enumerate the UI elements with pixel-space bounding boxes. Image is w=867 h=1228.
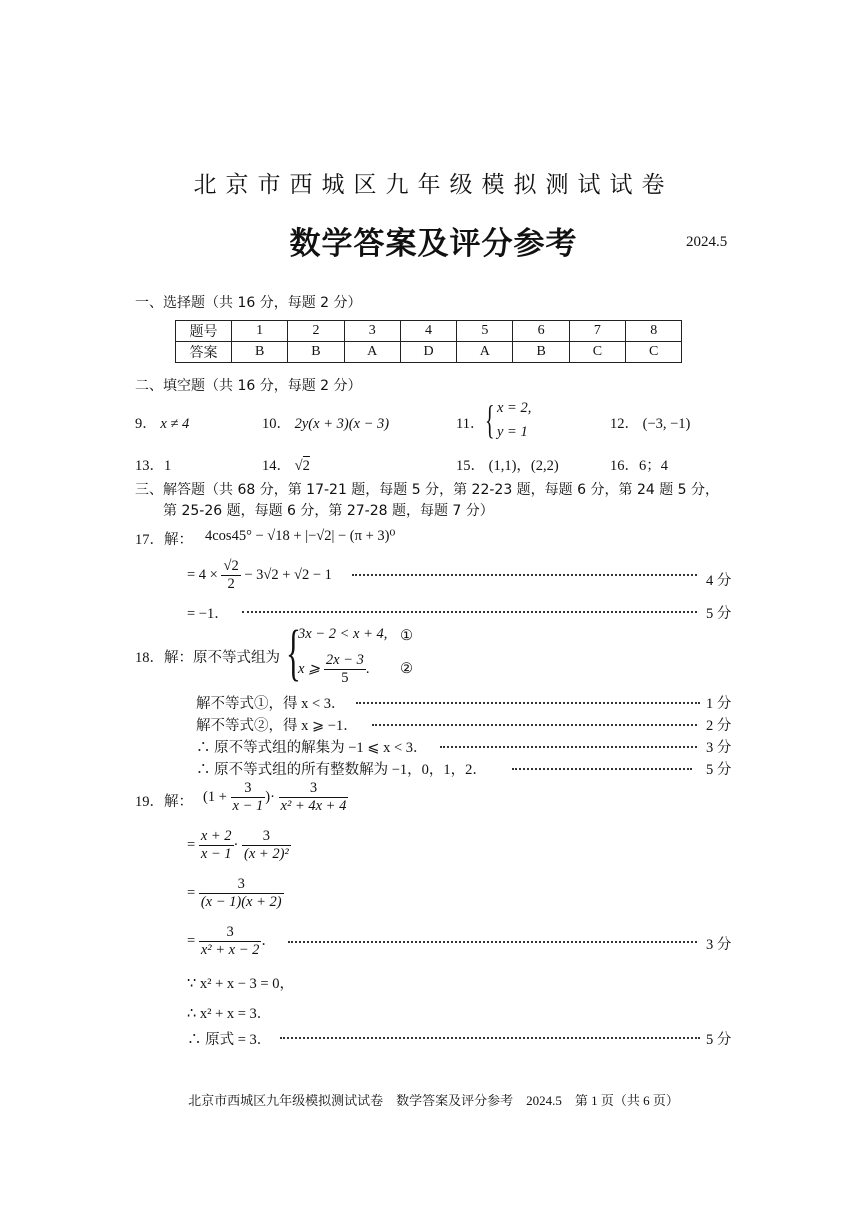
- q15-answer: (1,1)，(2,2): [488, 458, 559, 474]
- q18-line2: 解不等式②，得 x ⩾ −1．: [196, 718, 358, 734]
- q19-step2: = $\frac{3}{(x - 1)(x + 2)}$: [187, 876, 282, 910]
- fraction: $\frac{3}{x - 1}$: [232, 780, 264, 814]
- q9-answer: x ≠ 4: [160, 416, 190, 432]
- table-cell: B: [288, 342, 344, 363]
- fraction: $\frac{3}{(x - 1)(x + 2)}$: [200, 876, 282, 910]
- fraction: $\frac{√2}{2}$: [223, 558, 239, 592]
- q19-expression: (1 + $\frac{3}{x - 1}$ )· $\frac{3}{\text{x² + 4x + 4}}$: [203, 780, 347, 814]
- q19-condition1: ∵ x² + x − 3 = 0，: [187, 976, 294, 992]
- q15-number: 15．: [456, 458, 485, 474]
- page-footer: 北京市西城区九年级模拟测试试卷 数学答案及评分参考 2024.5 第 1 页（共 6 页）: [188, 1093, 679, 1108]
- table-cell: B: [232, 342, 288, 363]
- circled-1-icon: ①: [400, 628, 413, 644]
- table-cell: 2: [288, 321, 344, 342]
- q12-number: 12．: [610, 416, 639, 432]
- q11-line1: x = 2,: [497, 400, 532, 416]
- q17-label: 17．解：: [135, 532, 193, 548]
- q12: [610, 412, 690, 433]
- table-row-numbers: [176, 321, 682, 342]
- section2-heading: 二、填空题（共 16 分，每题 2 分）: [135, 378, 362, 394]
- dotted-leader: [242, 611, 697, 613]
- score-label: 2 分: [706, 718, 732, 734]
- q17-expression: 4cos45° − √18 + |−√2| − (π + 3)⁰: [205, 528, 396, 544]
- q18-line3: ∴ 原不等式组的解集为 −1 ⩽ x < 3．: [196, 740, 428, 756]
- table-cell: 1: [232, 321, 288, 342]
- brace-icon: {: [286, 619, 301, 687]
- q19-step3: = $\frac{3}{\text{x² + x − 2}}$ ．: [187, 924, 276, 958]
- table-cell: 6: [513, 321, 569, 342]
- brace-icon: {: [485, 397, 495, 442]
- q10-number: 10．: [262, 416, 291, 432]
- score-label: 3 分: [706, 740, 732, 756]
- score-label: 5 分: [706, 1032, 732, 1048]
- q19-step1: = $\frac{x + 2}{x - 1}$ · $\frac{3}{\text{(x + 2)²}}$: [187, 828, 289, 862]
- table-cell: 8: [626, 321, 682, 342]
- q10-answer: 2y(x + 3)(x − 3): [294, 416, 390, 432]
- q15: [456, 454, 559, 475]
- q14: [262, 454, 310, 475]
- score-label: 1 分: [706, 696, 732, 712]
- section3-heading-line1: 三、解答题（共 68 分，第 17-21 题，每题 5 分，第 22-23 题，每题 6 分，第 24 题 5 分，: [135, 482, 720, 498]
- section1-heading: 一、选择题（共 16 分，每题 2 分）: [135, 295, 362, 311]
- q14-number: 14．: [262, 458, 291, 474]
- q18-label: 18．解：原不等式组为: [135, 650, 280, 666]
- q11-line2: y = 1: [497, 424, 528, 440]
- document-title: 北京市西城区九年级模拟测试试卷: [193, 172, 674, 197]
- q17-step1: = 4 × $\frac{√2}{2}$ − 3√2 + √2 − 1: [187, 558, 332, 592]
- q12-answer: (−3, −1): [642, 416, 691, 432]
- dotted-leader: [356, 702, 700, 704]
- document-date: 2024.5: [686, 234, 728, 250]
- dotted-leader: [372, 724, 697, 726]
- fraction: $\frac{3}{\text{x² + x − 2}}$: [200, 924, 260, 958]
- q16: 16．6；4: [610, 458, 668, 474]
- q19-condition2: ∴ x² + x = 3．: [187, 1006, 272, 1022]
- table-cell: 3: [344, 321, 400, 342]
- score-label: 4 分: [706, 573, 732, 589]
- table-row-label: 答案: [176, 342, 232, 363]
- dotted-leader: [280, 1037, 700, 1039]
- table-cell: 4: [400, 321, 456, 342]
- q19-label: 19．解：: [135, 794, 193, 810]
- q14-answer: 2: [302, 458, 310, 474]
- table-cell: 5: [457, 321, 513, 342]
- q10: [262, 412, 389, 433]
- q17-step2: = −1．: [187, 606, 229, 622]
- table-cell: A: [344, 342, 400, 363]
- table-cell: B: [513, 342, 569, 363]
- q13: 13．1: [135, 458, 172, 474]
- table-cell: A: [457, 342, 513, 363]
- section3-heading-line2: 第 25-26 题，每题 6 分，第 27-28 题，每题 7 分）: [163, 503, 494, 519]
- fraction: $\frac{3}{\text{x² + 4x + 4}}$: [280, 780, 347, 814]
- dotted-leader: [512, 768, 692, 770]
- answer-table: [175, 320, 682, 363]
- table-cell: C: [569, 342, 625, 363]
- score-label: 5 分: [706, 762, 732, 778]
- circled-2-icon: ②: [400, 661, 413, 677]
- dotted-leader: [352, 574, 697, 576]
- document-subtitle: 数学答案及评分参考: [289, 226, 578, 262]
- score-label: 5 分: [706, 606, 732, 622]
- table-row-label: 题号: [176, 321, 232, 342]
- sqrt-icon: √: [294, 458, 303, 474]
- table-cell: C: [626, 342, 682, 363]
- q18-inequality1: 3x − 2 < x + 4,: [298, 626, 388, 642]
- q19-conclusion: ∴ 原式 = 3．: [187, 1032, 272, 1048]
- fraction: $\frac{2x - 3}{5}$: [325, 652, 364, 686]
- q11-number: 11．: [456, 416, 485, 432]
- q9: [135, 412, 189, 433]
- q9-number: 9．: [135, 416, 157, 432]
- score-label: 3 分: [706, 937, 732, 953]
- q18-line1: 解不等式①，得 x < 3．: [196, 696, 346, 712]
- q18-line4: ∴ 原不等式组的所有整数解为 −1，0，1，2．: [196, 762, 487, 778]
- dotted-leader: [440, 746, 697, 748]
- q18-inequality2: x ⩾ $\frac{2x - 3}{5}$ .: [298, 652, 370, 686]
- table-cell: 7: [569, 321, 625, 342]
- dotted-leader: [288, 941, 697, 943]
- table-row-answers: [176, 342, 682, 363]
- fraction: $\frac{x + 2}{x - 1}$: [200, 828, 232, 862]
- table-cell: D: [400, 342, 456, 363]
- fraction: $\frac{3}{\text{(x + 2)²}}$: [244, 828, 289, 862]
